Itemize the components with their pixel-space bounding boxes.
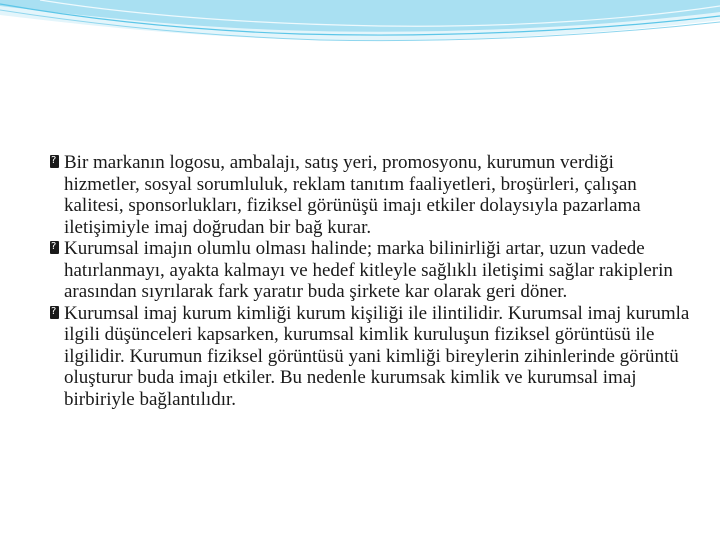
- bullet-item-3: [50, 303, 690, 411]
- slide-content: [50, 152, 690, 410]
- bullet-item-2: [50, 238, 690, 303]
- header-wave-decoration: [0, 0, 720, 70]
- bullet-marker-icon: [50, 241, 59, 254]
- bullet-marker-icon: [50, 306, 59, 319]
- bullet-text: Kurumsal imaj kurum kimliği kurum kişiliği ile ilintilidir. Kurumsal imaj kurumla ilgili düşünceleri kapsarken, kurumsal kimlik kuruluşun fiziksel görüntüsü ile ilgilidir. Kurumun fiziksel görüntüsü yani kimliği bireylerin zihinlerinde görüntü oluşturur buda imajı etkiler. Bu nedenle kurumsak kimlik ve kurumsal imaj birbiriyle bağlantılıdır.: [64, 302, 690, 410]
- bullet-text: Bir markanın logosu, ambalajı, satış yeri, promosyonu, kurumun verdiği hizmetler, sosyal sorumluluk, reklam tanıtım faaliyetleri, broşürleri, çalışan kalitesi, sponsorlukları, fiziksel görünüşü imajı etkiler dolaysıyla pazarlama iletişimiyle imaj doğrudan bir bağ kurar.: [64, 152, 641, 238]
- bullet-text: Kurumsal imajın olumlu olması halinde; marka bilinirliği artar, uzun vadede hatırlanmayı, ayakta kalmayı ve hedef kitleyle sağlıklı iletişimi sağlar rakiplerin arasından sıyrılarak fark yaratır buda şirkete kar olarak geri döner.: [64, 238, 673, 302]
- bullet-marker-icon: [50, 155, 59, 168]
- bullet-item-1: [50, 152, 690, 238]
